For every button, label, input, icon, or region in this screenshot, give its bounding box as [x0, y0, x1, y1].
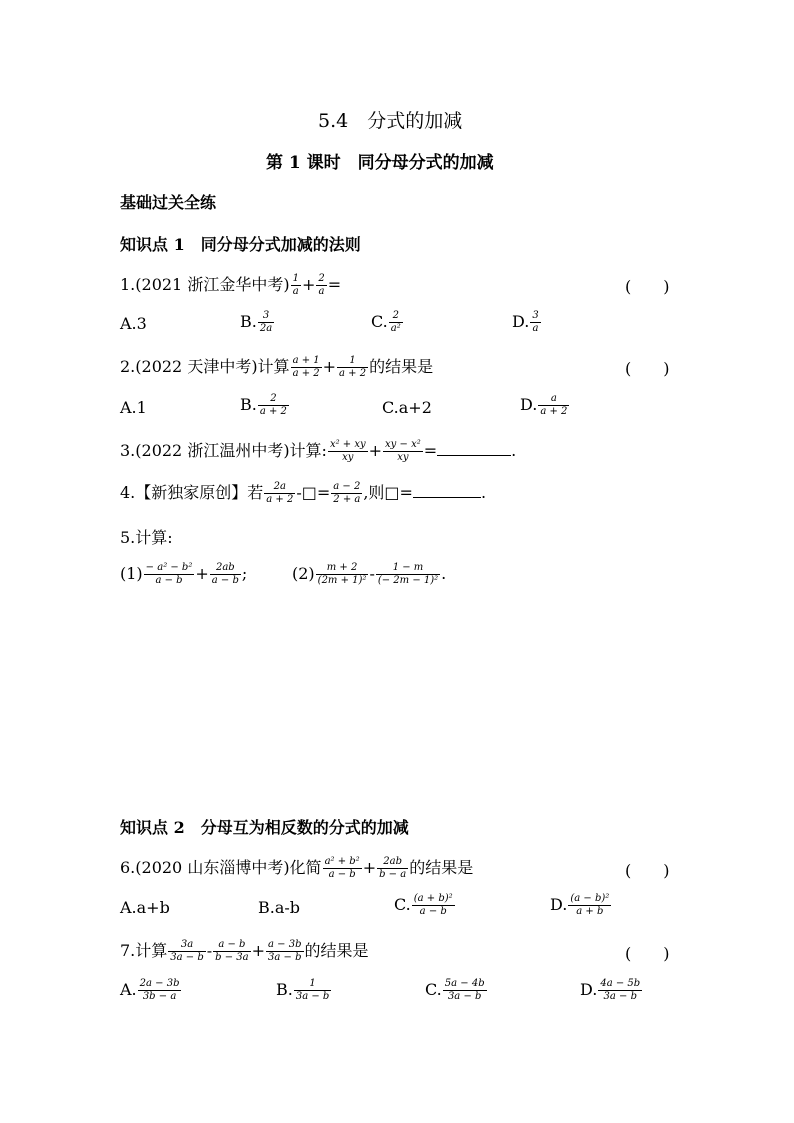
q1-option-b: B. $\frac{3}{2a}$	[240, 310, 273, 334]
q7-option-c: C. $\frac{5a - 4b}{3a - b}$	[425, 978, 485, 1002]
question-1: 1.(2021 浙江金华中考) $\frac{1}{a}$ + $\frac{2}{a}$ =	[120, 273, 342, 297]
q5-part-1: (1) $\frac{\text{− a² − b²}}{a - b}$ + $\frac{2ab}{a - b}$ ;	[120, 562, 248, 586]
q6-option-d: D. $\frac{\text{(a − b)²}}{a + b}$	[550, 893, 610, 917]
q3-answer-blank[interactable]	[437, 441, 511, 456]
q5-part-2: (2) $\frac{m + 2}{\text{(2m + 1)²}}$ - $\frac{1 - m}{\text{(− 2m − 1)²}}$ .	[292, 562, 447, 586]
q6-option-a: A.a+b	[120, 898, 170, 917]
q7-option-b: B. $\frac{1}{3a - b}$	[276, 978, 330, 1002]
section-title: 5.4 分式的加减	[318, 110, 463, 132]
q1-option-d: D. $\frac{3}{a}$	[512, 310, 539, 334]
q1-prefix: 1.(2021 浙江金华中考)	[120, 275, 290, 294]
q1-option-c: C. $\frac{2}{\text{a²}}$	[371, 310, 401, 334]
q7-option-a: A. $\frac{2a - 3b}{3b - a}$	[120, 978, 180, 1002]
q6-answer-paren: ( )	[625, 861, 670, 880]
q1-option-a: A.3	[120, 314, 147, 333]
q6-option-b: B.a-b	[258, 898, 301, 917]
q1-fraction-2: $\frac{2}{a}$	[318, 273, 325, 297]
question-2: 2.(2022 天津中考)计算 $\frac{a + 1}{a + 2}$ + $\frac{1}{a + 2}$ 的结果是	[120, 355, 434, 379]
q6-option-c: C. $\frac{\text{(a + b)²}}{a - b}$	[394, 893, 453, 917]
q2-option-c: C.a+2	[382, 398, 432, 417]
q2-answer-paren: ( )	[625, 359, 670, 378]
q2-option-d: D. $\frac{a}{a + 2}$	[520, 393, 568, 417]
question-4: 4.【新独家原创】若 $\frac{2a}{a + 2}$ -□= $\frac{a - 2}{2 + a}$ ,则□= .	[120, 481, 487, 505]
question-5: 5.计算:	[120, 528, 173, 547]
question-7: 7.计算 $\frac{3a}{3a - b}$ - $\frac{a - b}{b - 3a}$ + $\frac{a - 3b}{3a - b}$ 的结果是	[120, 939, 369, 963]
practice-title: 基础过关全练	[120, 193, 217, 212]
question-3: 3.(2022 浙江温州中考)计算: $\frac{\text{x² + xy}}{xy}$ + $\frac{\text{xy − x²}}{xy}$ = .	[120, 439, 517, 463]
q7-answer-paren: ( )	[625, 944, 670, 963]
q2-option-b: B. $\frac{2}{a + 2}$	[240, 393, 287, 417]
knowledge-point-2-title: 知识点 2 分母互为相反数的分式的加减	[120, 818, 409, 837]
q7-option-d: D. $\frac{4a - 5b}{3a - b}$	[580, 978, 641, 1002]
q4-answer-blank[interactable]	[413, 483, 481, 498]
knowledge-point-1-title: 知识点 1 同分母分式加减的法则	[120, 235, 361, 254]
lesson-title: 第 1 课时 同分母分式的加减	[266, 153, 494, 173]
q1-fraction-1: $\frac{1}{a}$	[292, 273, 299, 297]
q1-answer-paren: ( )	[625, 277, 670, 296]
q2-option-a: A.1	[120, 398, 147, 417]
question-6: 6.(2020 山东淄博中考)化简 $\frac{\text{a² + b²}}{a - b}$ + $\frac{2ab}{b - a}$ 的结果是	[120, 856, 474, 880]
